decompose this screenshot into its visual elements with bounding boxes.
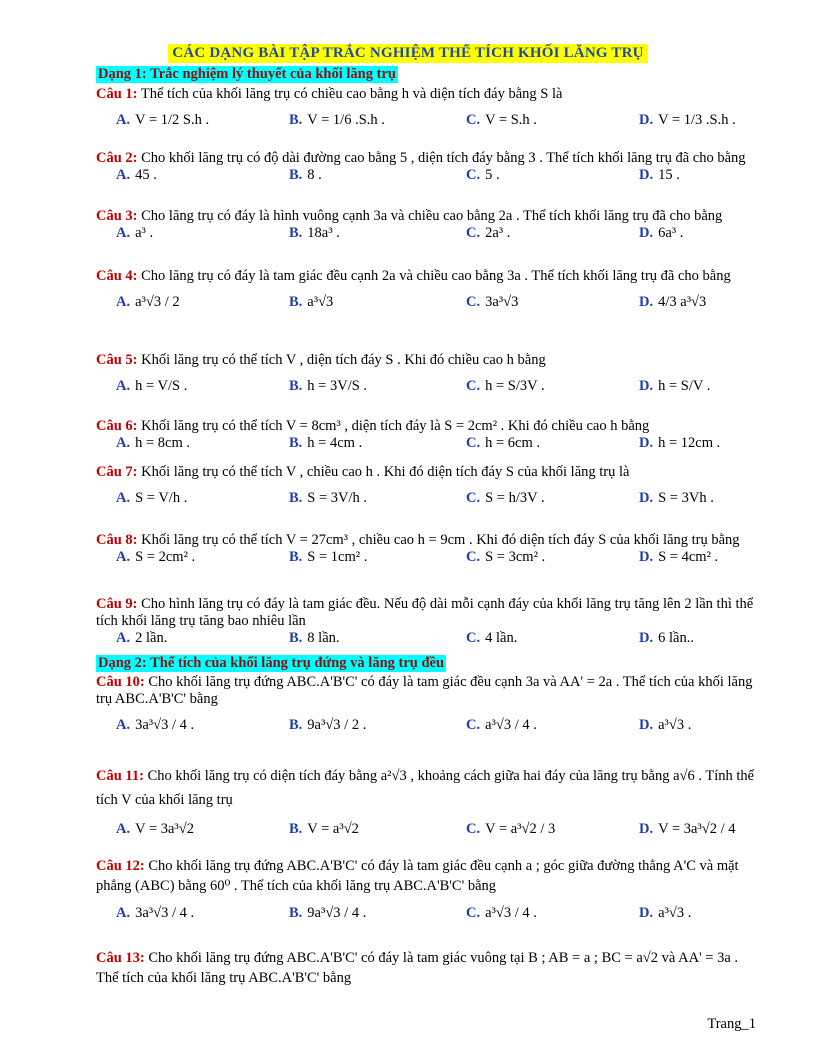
question-2: Câu 2: Cho khối lăng trụ có độ dài đường cao bằng 5 , diện tích đáy bằng 3 . Thể tích khối lăng trụ đã cho bằng A. 45 . B. 8 . C. 5 . D. 15 . bbox=[96, 150, 762, 189]
option-b[interactable]: B. a³√3 bbox=[289, 294, 334, 310]
options bbox=[96, 285, 762, 325]
option-d[interactable]: D. a³√3 . bbox=[639, 717, 692, 733]
option-c[interactable]: C. a³√3 / 4 . bbox=[466, 717, 537, 733]
option-b[interactable]: B. 8 lần. bbox=[289, 630, 340, 646]
question-7: Câu 7: Khối lăng trụ có thể tích V , chiều cao h . Khi đó diện tích đáy S của khối lăng trụ là A. S = V/h . B. S = 3V/h . C. S = h/3V . D. S = 3Vh . bbox=[96, 464, 762, 521]
question-4: Câu 4: Cho lăng trụ có đáy là tam giác đều cạnh 2a và chiều cao bằng 3a . Thể tích khối lăng trụ đã cho bằng A. a³√3 / 2 B. a³√3 C. 3a³√3 D. 4/3 a³√3 bbox=[96, 268, 762, 325]
option-a[interactable]: A. a³√3 / 2 bbox=[116, 294, 180, 310]
option-c[interactable]: C. V = S.h . bbox=[466, 112, 537, 128]
page-number: Trang_1 bbox=[707, 1016, 756, 1032]
option-c[interactable]: C. S = 3cm² . bbox=[466, 549, 546, 565]
option-a[interactable]: A. V = 1/2 S.h . bbox=[116, 112, 210, 128]
option-c[interactable]: C. S = h/3V . bbox=[466, 490, 545, 506]
option-d[interactable]: D. h = 12cm . bbox=[639, 435, 721, 451]
document-title: CÁC DẠNG BÀI TẬP TRẮC NGHIỆM THỂ TÍCH KHỐI LĂNG TRỤ bbox=[168, 44, 647, 63]
option-a[interactable]: A. 3a³√3 / 4 . bbox=[116, 905, 195, 921]
section-1 bbox=[96, 66, 762, 83]
question-1 bbox=[96, 86, 762, 143]
question-13: Câu 13: Cho khối lăng trụ đứng ABC.A'B'C' có đáy là tam giác vuông tại B ; AB = a ; BC = a√2 và AA' = 3a . Thể tích của khối lăng trụ ABC.A'B'C' bằng bbox=[96, 950, 739, 986]
options bbox=[96, 549, 762, 571]
option-c[interactable]: C. h = S/3V . bbox=[466, 378, 545, 394]
question-text: Cho khối lăng trụ đứng ABC.A'B'C' có đáy là tam giác vuông tại B ; AB = a ; BC = a√2 và AA' = 3a . Thể tích của khối lăng trụ ABC.A'B'C' bằng bbox=[96, 950, 739, 986]
option-c[interactable]: C. 2a³ . bbox=[466, 225, 511, 241]
question-text: Cho khối lăng trụ có độ dài đường cao bằng 5 , diện tích đáy bằng 3 . Thể tích khối lăng trụ đã cho bằng bbox=[141, 150, 746, 166]
option-c[interactable]: C. V = a³√2 / 3 bbox=[466, 821, 556, 837]
question-text: Cho khối lăng trụ đứng ABC.A'B'C' có đáy là tam giác đều cạnh 3a và AA' = 2a . Thể tích của khối lăng trụ ABC.A'B'C' bằng bbox=[96, 674, 753, 707]
option-a[interactable]: A. 3a³√3 / 4 . bbox=[116, 717, 195, 733]
option-b[interactable]: B. 9a³√3 / 2 . bbox=[289, 717, 367, 733]
question-label: Câu 1: bbox=[96, 86, 138, 102]
section-2-heading: Dạng 2: Thể tích của khối lăng trụ đứng và lăng trụ đều bbox=[98, 655, 445, 671]
question-text: Cho hình lăng trụ có đáy là tam giác đều. Nếu độ dài mỗi cạnh đáy của khối lăng trụ tăng lên 2 lần thì thể tích khối lăng trụ tăng bao nhiêu lần bbox=[96, 596, 754, 629]
question-9: Câu 9: Cho hình lăng trụ có đáy là tam giác đều. Nếu độ dài mỗi cạnh đáy của khối lăng trụ tăng lên 2 lần thì thể tích khối lăng trụ tăng bao nhiêu lần A. 2 lần. B. 8 lần. C. 4 lần. D. 6 lần.. bbox=[96, 596, 762, 652]
option-c[interactable]: C. 5 . bbox=[466, 167, 500, 183]
question-text: Cho khối lăng trụ đứng ABC.A'B'C' có đáy là tam giác đều cạnh a ; góc giữa đường thẳng A'C và mặt phẳng (ABC) bằng 60⁰ . Thể tích của khối lăng trụ ABC.A'B'C' bằng bbox=[96, 858, 739, 894]
question-text: Cho lăng trụ có đáy là tam giác đều cạnh 2a và chiều cao bằng 3a . Thể tích khối lăng trụ đã cho bằng bbox=[141, 268, 731, 284]
option-d[interactable]: D. S = 3Vh . bbox=[639, 490, 714, 506]
options bbox=[96, 225, 762, 247]
options bbox=[96, 630, 762, 652]
question-3: Câu 3: Cho lăng trụ có đáy là hình vuông cạnh 3a và chiều cao bằng 2a . Thể tích khối lăng trụ đã cho bằng A. a³ . B. 18a³ . C. 2a³ . D. 6a³ . bbox=[96, 208, 762, 247]
option-d[interactable]: D. V = 1/3 .S.h . bbox=[639, 112, 736, 128]
options bbox=[96, 896, 762, 936]
option-b[interactable]: B. S = 1cm² . bbox=[289, 549, 368, 565]
option-a[interactable]: A. h = V/S . bbox=[116, 378, 188, 394]
option-d[interactable]: D. V = 3a³√2 / 4 bbox=[639, 821, 736, 837]
question-text: Cho khối lăng trụ có diện tích đáy bằng a²√3 , khoảng cách giữa hai đáy của lăng trụ bằng a√6 . Tính thể tích V của khối lăng trụ bbox=[96, 768, 755, 808]
question-5: Câu 5: Khối lăng trụ có thể tích V , diện tích đáy S . Khi đó chiều cao h bằng A. h = V/S . B. h = 3V/S . C. h = S/3V . D. h = S/V . bbox=[96, 352, 762, 409]
option-b[interactable]: B. V = a³√2 bbox=[289, 821, 359, 837]
question-text: Khối lăng trụ có thể tích V , diện tích đáy S . Khi đó chiều cao h bằng bbox=[141, 352, 546, 368]
question-6: Câu 6: Khối lăng trụ có thể tích V = 8cm³ , diện tích đáy là S = 2cm² . Khi đó chiều cao h bằng A. h = 8cm . B. h = 4cm . C. h = 6cm . D. h = 12cm . bbox=[96, 418, 762, 457]
option-b[interactable]: B. 18a³ . bbox=[289, 225, 340, 241]
options bbox=[96, 812, 762, 852]
option-d[interactable]: D. 4/3 a³√3 bbox=[639, 294, 707, 310]
question-10: Câu 10: Cho khối lăng trụ đứng ABC.A'B'C' có đáy là tam giác đều cạnh 3a và AA' = 2a . Thể tích của khối lăng trụ ABC.A'B'C' bằng A. 3a³√3 / 4 . B. 9a³√3 / 2 . C. a³√3 / 4 . D. a³√3 . bbox=[96, 674, 762, 748]
question-text: Thể tích của khối lăng trụ có chiều cao bằng h và diện tích đáy bằng S là bbox=[140, 86, 563, 102]
question-12: Câu 12: Cho khối lăng trụ đứng ABC.A'B'C' có đáy là tam giác đều cạnh a ; góc giữa đường thẳng A'C và mặt phẳng (ABC) bằng 60⁰ . Thể tích của khối lăng trụ ABC.A'B'C' bằng A. 3a³√3 / 4 . B. 9a³√3 / 4 . C. a³√3 / 4 . D. a³√3 . bbox=[96, 856, 762, 936]
question-text: Khối lăng trụ có thể tích V , chiều cao h . Khi đó diện tích đáy S của khối lăng trụ là bbox=[141, 464, 630, 480]
question-text: Khối lăng trụ có thể tích V = 27cm³ , chiều cao h = 9cm . Khi đó diện tích đáy S của khối lăng trụ bằng bbox=[141, 532, 740, 548]
question-text: Khối lăng trụ có thể tích V = 8cm³ , diện tích đáy là S = 2cm² . Khi đó chiều cao h bằng bbox=[141, 418, 650, 434]
option-d[interactable]: D. 15 . bbox=[639, 167, 680, 183]
option-b[interactable]: B. 8 . bbox=[289, 167, 322, 183]
option-d[interactable]: D. a³√3 . bbox=[639, 905, 692, 921]
options bbox=[96, 435, 762, 457]
option-a[interactable]: A. V = 3a³√2 bbox=[116, 821, 194, 837]
options bbox=[96, 167, 762, 189]
options bbox=[96, 481, 762, 521]
option-d[interactable]: D. S = 4cm² . bbox=[639, 549, 719, 565]
option-b[interactable]: B. V = 1/6 .S.h . bbox=[289, 112, 385, 128]
option-c[interactable]: C. h = 6cm . bbox=[466, 435, 541, 451]
option-d[interactable]: D. h = S/V . bbox=[639, 378, 711, 394]
options bbox=[96, 103, 762, 143]
option-c[interactable]: C. 4 lần. bbox=[466, 630, 518, 646]
option-a[interactable]: A. a³ . bbox=[116, 225, 154, 241]
option-c[interactable]: C. 3a³√3 bbox=[466, 294, 519, 310]
option-d[interactable]: D. 6 lần.. bbox=[639, 630, 694, 646]
option-b[interactable]: B. S = 3V/h . bbox=[289, 490, 368, 506]
question-text: Cho lăng trụ có đáy là hình vuông cạnh 3a và chiều cao bằng 2a . Thể tích khối lăng trụ đã cho bằng bbox=[141, 208, 723, 224]
option-a[interactable]: A. S = 2cm² . bbox=[116, 549, 196, 565]
option-a[interactable]: A. 2 lần. bbox=[116, 630, 168, 646]
option-b[interactable]: B. h = 4cm . bbox=[289, 435, 363, 451]
section-2 bbox=[96, 655, 762, 672]
option-a[interactable]: A. S = V/h . bbox=[116, 490, 188, 506]
question-11: Câu 11: Cho khối lăng trụ có diện tích đáy bằng a²√3 , khoảng cách giữa hai đáy của lăng trụ bằng a√6 . Tính thể tích V của khối lăng trụ A. V = 3a³√2 B. V = a³√2 C. V = a³√2 / 3 D. V = 3a³√2 / 4 bbox=[96, 764, 762, 852]
options bbox=[96, 708, 762, 748]
option-c[interactable]: C. a³√3 / 4 . bbox=[466, 905, 537, 921]
section-1-heading: Dạng 1: Trắc nghiệm lý thuyết của khối lăng trụ bbox=[98, 66, 396, 82]
options bbox=[96, 369, 762, 409]
option-b[interactable]: B. 9a³√3 / 4 . bbox=[289, 905, 367, 921]
option-d[interactable]: D. 6a³ . bbox=[639, 225, 684, 241]
option-a[interactable]: A. 45 . bbox=[116, 167, 157, 183]
question-8: Câu 8: Khối lăng trụ có thể tích V = 27cm³ , chiều cao h = 9cm . Khi đó diện tích đáy S của khối lăng trụ bằng A. S = 2cm² . B. S = 1cm² . C. S = 3cm² . D. S = 4cm² . bbox=[96, 532, 762, 571]
option-b[interactable]: B. h = 3V/S . bbox=[289, 378, 368, 394]
option-a[interactable]: A. h = 8cm . bbox=[116, 435, 191, 451]
